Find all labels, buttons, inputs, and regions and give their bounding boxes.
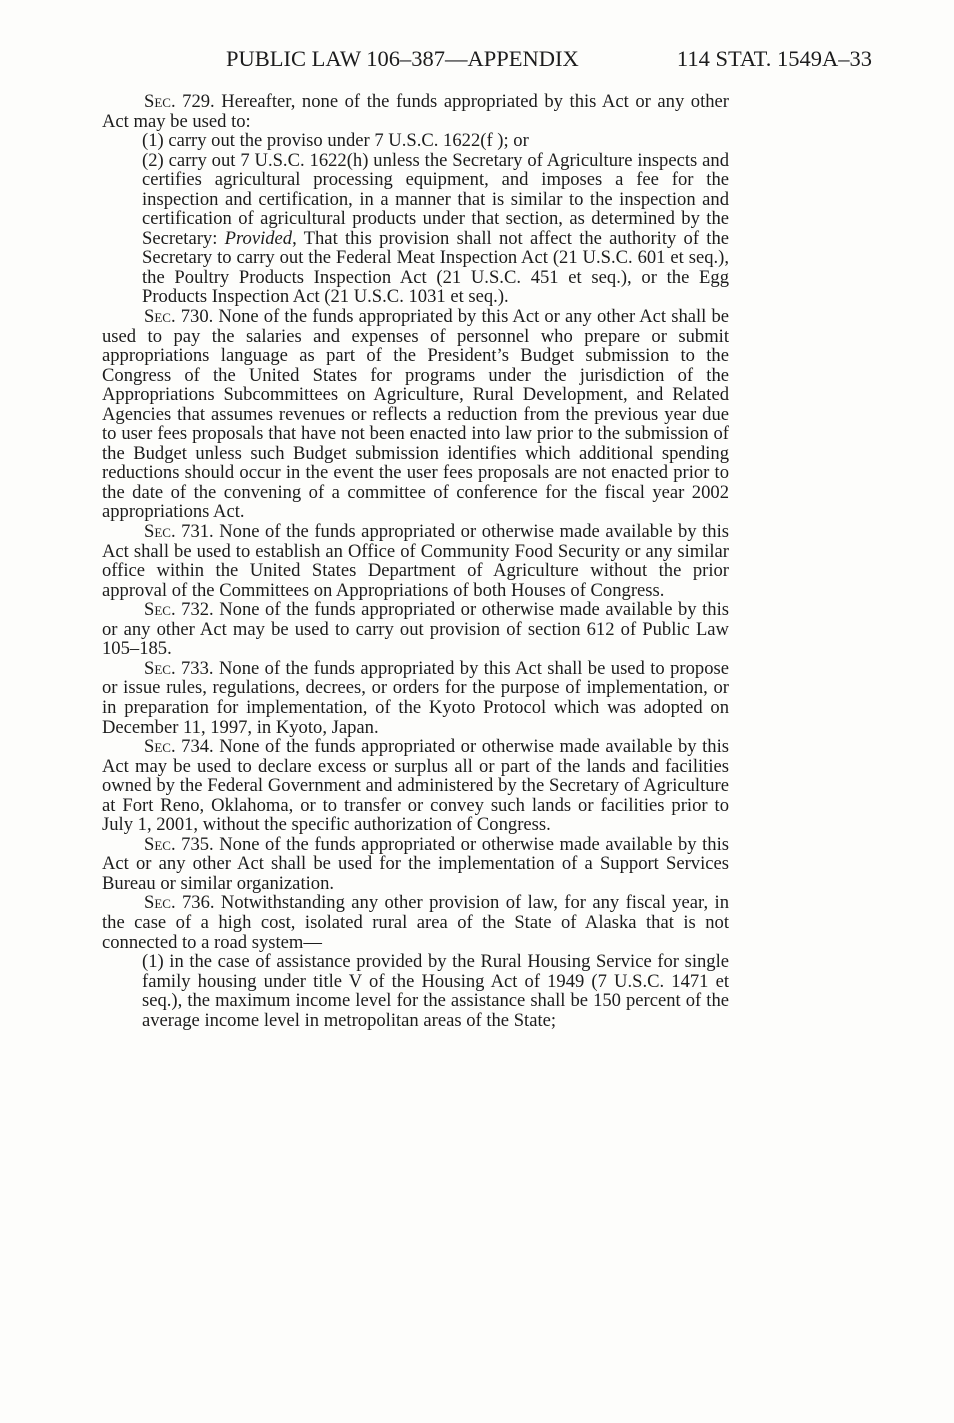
body-text	[102, 92, 729, 1030]
section-733	[102, 659, 729, 737]
paragraph-text: , That this provision shall not affect the authority of the Secretary to carry out the Federal Meat Inspection Act (21 U.S.C. 601 et seq.), the Poultry Products Inspection Act (21 U.S.C. 451 et seq.), or the Egg Products Inspection Act (21 U.S.C. 1031 et seq.).	[142, 227, 729, 308]
section-text: None of the funds appropriated or otherwise made available by this Act shall be used to establish an Office of Community Food Security or any similar office within the United States Department of Agriculture without the prior approval of the Committees on Appropriations of both Houses of Congress.	[102, 521, 729, 601]
section-734	[102, 737, 729, 835]
proviso-italic: Provided	[224, 227, 293, 249]
section-text: None of the funds appropriated or otherwise made available by this Act or any other Act shall be used for the implementation of a Support Services Bureau or similar organization.	[102, 833, 729, 894]
section-736-paragraph-1: (1) in the case of assistance provided by the Rural Housing Service for single family housing under title V of the Housing Act of 1949 (7 U.S.C. 1471 et seq.), the maximum income level for the assistance shall be 150 percent of the average income level in metropolitan areas of the State;	[142, 951, 729, 1031]
page-header	[226, 44, 872, 74]
section-label: Sec	[144, 736, 171, 758]
section-text: None of the funds appropriated by this Act or any other Act shall be used to pay the salaries and expenses of personnel who prepare or submit appropriations language as part of the President’s Budget submission to the Congress of the United States for programs under the jurisdiction of the Appropriations Subcommittees on Agriculture, Rural Development, and Related Agencies that assumes revenues or reflects a reduction from the previous year due to user fees proposals that have not been enacted into law prior to the submission of the Budget unless such Budget submission identifies which additional spending reductions should occur in the event the user fees proposals are not enacted prior to the date of the convening of a committee of conference for the fiscal year 2002 appropriations Act.	[102, 306, 729, 523]
section-number: . 734.	[170, 736, 214, 758]
section-label: Sec	[144, 892, 171, 914]
section-text: None of the funds appropriated or otherwise made available by this or any other Act may be used to carry out provision of section 612 of Public Law 105–185.	[102, 599, 729, 660]
section-731	[102, 522, 729, 600]
section-number: . 732.	[170, 599, 214, 621]
section-number: . 730.	[170, 306, 214, 328]
section-732	[102, 600, 729, 659]
section-label: Sec	[144, 657, 171, 679]
section-text: Hereafter, none of the funds appropriated by this Act or any other Act may be used to:	[102, 91, 730, 132]
header-title: PUBLIC LAW 106–387—APPENDIX	[226, 46, 579, 71]
section-label: Sec	[144, 599, 171, 621]
section-number: . 733.	[170, 657, 214, 679]
section-label: Sec	[144, 521, 171, 543]
section-735	[102, 835, 729, 894]
section-label: Sec	[144, 833, 171, 855]
paragraph-text: (2) carry out 7 U.S.C. 1622(h) unless the Secretary of Agriculture inspects and certifies agricultural processing equipment, and imposes a fee for the inspection and certification, in a manner that is similar to the inspection and certification of agricultural products under that section, as determined by the Secretary:	[142, 149, 729, 249]
section-text: Notwithstanding any other provision of law, for any fiscal year, in the case of a high cost, isolated rural area of the State of Alaska that is not connected to a road system—	[102, 892, 729, 953]
section-736	[102, 893, 729, 952]
section-729	[102, 92, 729, 131]
section-729-paragraph-1: (1) carry out the proviso under 7 U.S.C. 1622(f ); or	[142, 130, 529, 152]
section-number: . 736.	[170, 892, 215, 914]
section-number: . 731.	[170, 521, 214, 543]
section-text: None of the funds appropriated by this Act shall be used to propose or issue rules, regulations, decrees, or orders for the purpose of implementation, or in preparation for implementation, of the Kyoto Protocol which was adopted on December 11, 1997, in Kyoto, Japan.	[102, 657, 730, 738]
section-label: Sec	[144, 91, 171, 112]
header-stat-citation: 114 STAT. 1549A–33	[676, 46, 872, 71]
section-label: Sec	[144, 306, 171, 328]
section-text: None of the funds appropriated or otherwise made available by this Act may be used to declare excess or surplus all or part of the lands and facilities owned by the Federal Government and administered by the Secretary of Agriculture at Fort Reno, Oklahoma, or to transfer or convey such lands or facilities prior to July 1, 2001, without the specific authorization of Congress.	[102, 736, 729, 836]
section-730	[102, 307, 729, 522]
section-number: . 729.	[170, 91, 215, 112]
section-729-paragraph-2	[142, 151, 729, 307]
section-number: . 735.	[170, 833, 214, 855]
